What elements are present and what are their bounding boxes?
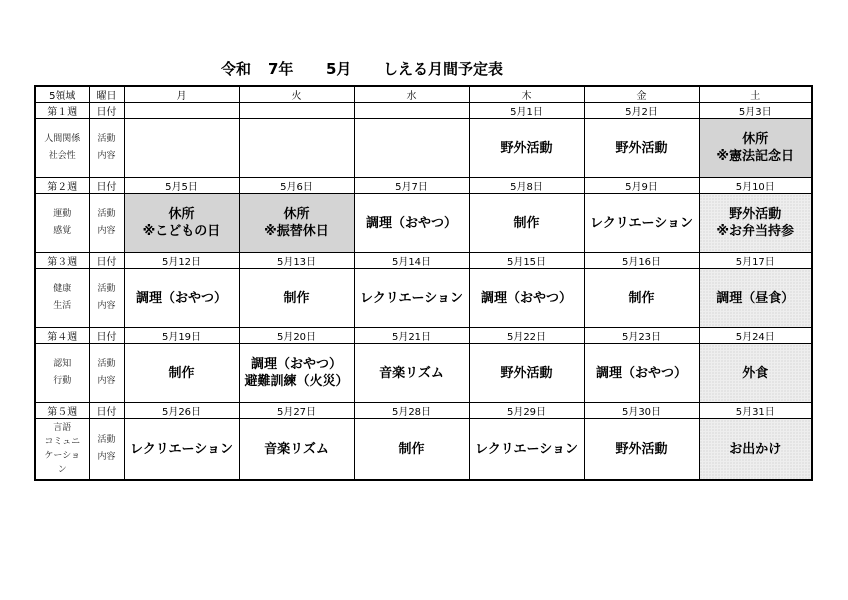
activity-cell-tue — [239, 119, 354, 178]
week-label: 第２週 — [35, 178, 89, 194]
date-cell-fri: 5月30日 — [584, 403, 699, 419]
activity-line: レクリエーション — [130, 441, 233, 457]
day-header-mon: 月 — [124, 86, 239, 103]
activity-row — [35, 119, 812, 178]
activity-row — [35, 344, 812, 403]
weekday-header: 曜日 — [89, 86, 124, 103]
activity-label-line: 内容 — [97, 376, 116, 386]
activity-line: 調理（おやつ） — [250, 357, 342, 372]
activity-label-line: 内容 — [97, 452, 116, 462]
domain-label-line: 人間関係 — [44, 134, 81, 144]
date-label: 日付 — [89, 103, 124, 119]
activity-cell-tue — [239, 194, 354, 253]
activity-row — [35, 419, 812, 481]
date-cell-fri: 5月2日 — [584, 103, 699, 119]
date-cell-thu: 5月29日 — [469, 403, 584, 419]
activity-cell-wed — [354, 269, 469, 328]
activity-line: ※憲法記念日 — [716, 149, 795, 164]
activity-label — [89, 419, 124, 481]
activity-cell-thu — [469, 119, 584, 178]
activity-row — [35, 194, 812, 253]
date-cell-mon — [124, 103, 239, 119]
date-cell-mon: 5月19日 — [124, 328, 239, 344]
activity-line: 野外活動 — [500, 140, 553, 156]
title-era: 令和 — [221, 60, 252, 78]
activity-row — [35, 269, 812, 328]
domain-label-line: 行動 — [53, 376, 72, 386]
activity-line: レクリエーション — [590, 215, 693, 231]
activity-cell-tue — [239, 269, 354, 328]
activity-line: 調理（昼食） — [716, 290, 795, 306]
activity-label-line: 活動 — [97, 134, 116, 144]
domain-label-line: 運動 — [53, 209, 72, 219]
activity-cell-sat — [699, 419, 812, 481]
date-label: 日付 — [89, 403, 124, 419]
date-cell-wed: 5月7日 — [354, 178, 469, 194]
activity-cell-fri — [584, 119, 699, 178]
header-row — [35, 86, 812, 103]
domain-label — [35, 344, 89, 403]
domain-label — [35, 419, 89, 481]
date-cell-wed: 5月21日 — [354, 328, 469, 344]
date-cell-wed: 5月28日 — [354, 403, 469, 419]
date-cell-thu: 5月15日 — [469, 253, 584, 269]
date-label: 日付 — [89, 253, 124, 269]
activity-label-line: 活動 — [97, 435, 116, 445]
activity-line: 制作 — [168, 365, 195, 381]
domain-header: 5領域 — [35, 86, 89, 103]
activity-line: 制作 — [283, 290, 310, 306]
activity-cell-wed — [354, 119, 469, 178]
activity-line: 音楽リズム — [264, 441, 329, 457]
document-title — [0, 58, 848, 78]
activity-cell-thu — [469, 419, 584, 481]
activity-line: 野外活動 — [729, 207, 782, 222]
date-label: 日付 — [89, 328, 124, 344]
activity-label-line: 活動 — [97, 209, 116, 219]
activity-cell-sat — [699, 194, 812, 253]
activity-label-line: 活動 — [97, 359, 116, 369]
date-cell-mon: 5月5日 — [124, 178, 239, 194]
date-cell-sat: 5月17日 — [699, 253, 812, 269]
day-header-sat: 土 — [699, 86, 812, 103]
day-header-tue: 火 — [239, 86, 354, 103]
domain-label-line: 認知 — [53, 359, 72, 369]
day-header-fri: 金 — [584, 86, 699, 103]
activity-line: 野外活動 — [615, 140, 668, 156]
activity-line: レクリエーション — [360, 290, 463, 306]
date-cell-sat: 5月31日 — [699, 403, 812, 419]
activity-line: 避難訓練（火災） — [244, 374, 349, 389]
activity-cell-thu — [469, 344, 584, 403]
activity-cell-sat — [699, 119, 812, 178]
domain-label — [35, 119, 89, 178]
activity-cell-sat — [699, 344, 812, 403]
activity-cell-fri — [584, 419, 699, 481]
activity-line: レクリエーション — [475, 441, 578, 457]
activity-line: 休所 — [168, 207, 195, 222]
activity-cell-wed — [354, 194, 469, 253]
activity-cell-wed — [354, 344, 469, 403]
activity-cell-mon — [124, 269, 239, 328]
schedule-table — [34, 85, 813, 481]
activity-label — [89, 119, 124, 178]
date-label: 日付 — [89, 178, 124, 194]
activity-line: 音楽リズム — [379, 365, 444, 381]
date-cell-sat: 5月3日 — [699, 103, 812, 119]
date-cell-wed: 5月14日 — [354, 253, 469, 269]
week-date-row — [35, 403, 812, 419]
activity-label-line: 内容 — [97, 301, 116, 311]
domain-label-line: 社会性 — [48, 151, 76, 161]
domain-label-line: コミュニ — [44, 437, 81, 447]
activity-cell-sat — [699, 269, 812, 328]
date-cell-mon: 5月26日 — [124, 403, 239, 419]
activity-cell-tue — [239, 344, 354, 403]
activity-line: ※お弁当持参 — [716, 224, 795, 239]
date-cell-wed — [354, 103, 469, 119]
week-label: 第５週 — [35, 403, 89, 419]
domain-label-line: ケーショ — [44, 451, 81, 461]
date-cell-tue: 5月27日 — [239, 403, 354, 419]
date-cell-thu: 5月1日 — [469, 103, 584, 119]
date-cell-tue: 5月6日 — [239, 178, 354, 194]
week-date-row — [35, 253, 812, 269]
activity-line: 調理（おやつ） — [595, 365, 687, 381]
date-cell-sat: 5月10日 — [699, 178, 812, 194]
date-cell-fri: 5月23日 — [584, 328, 699, 344]
domain-label-line: 感覚 — [53, 226, 72, 236]
activity-line: 外食 — [742, 365, 769, 381]
activity-line: 調理（おやつ） — [365, 215, 457, 231]
activity-line: 休所 — [283, 207, 310, 222]
date-cell-tue: 5月20日 — [239, 328, 354, 344]
title-year: 7年 — [268, 60, 294, 78]
activity-line: 野外活動 — [500, 365, 553, 381]
date-cell-sat: 5月24日 — [699, 328, 812, 344]
activity-cell-fri — [584, 344, 699, 403]
activity-cell-mon — [124, 119, 239, 178]
date-cell-fri: 5月9日 — [584, 178, 699, 194]
activity-cell-thu — [469, 269, 584, 328]
activity-line: 制作 — [513, 215, 540, 231]
activity-cell-tue — [239, 419, 354, 481]
domain-label — [35, 194, 89, 253]
activity-cell-wed — [354, 419, 469, 481]
activity-label-line: 内容 — [97, 151, 116, 161]
date-cell-thu: 5月8日 — [469, 178, 584, 194]
day-header-wed: 水 — [354, 86, 469, 103]
domain-label-line: 健康 — [53, 284, 72, 294]
date-cell-tue — [239, 103, 354, 119]
week-label: 第４週 — [35, 328, 89, 344]
activity-line: ※こどもの日 — [142, 224, 221, 239]
date-cell-thu: 5月22日 — [469, 328, 584, 344]
domain-label-line: ン — [57, 465, 67, 475]
activity-label — [89, 269, 124, 328]
week-date-row — [35, 328, 812, 344]
domain-label-line: 言語 — [53, 423, 72, 433]
domain-label — [35, 269, 89, 328]
title-month: 5月 — [326, 60, 352, 78]
activity-line: 調理（おやつ） — [480, 290, 572, 306]
activity-line: 休所 — [742, 132, 769, 147]
activity-line: ※振替休日 — [264, 224, 329, 239]
week-label: 第１週 — [35, 103, 89, 119]
activity-cell-fri — [584, 194, 699, 253]
activity-cell-thu — [469, 194, 584, 253]
week-date-row — [35, 103, 812, 119]
activity-line: お出かけ — [729, 441, 782, 457]
activity-label-line: 内容 — [97, 226, 116, 236]
title-name: しえる月間予定表 — [383, 60, 504, 78]
activity-line: 調理（おやつ） — [135, 290, 227, 306]
activity-cell-fri — [584, 269, 699, 328]
activity-line: 制作 — [398, 441, 425, 457]
activity-cell-mon — [124, 344, 239, 403]
activity-label-line: 活動 — [97, 284, 116, 294]
activity-label — [89, 194, 124, 253]
activity-line: 制作 — [628, 290, 655, 306]
date-cell-mon: 5月12日 — [124, 253, 239, 269]
activity-line: 野外活動 — [615, 441, 668, 457]
domain-label-line: 生活 — [53, 301, 72, 311]
activity-cell-mon — [124, 194, 239, 253]
day-header-thu: 木 — [469, 86, 584, 103]
date-cell-fri: 5月16日 — [584, 253, 699, 269]
week-date-row — [35, 178, 812, 194]
activity-cell-mon — [124, 419, 239, 481]
date-cell-tue: 5月13日 — [239, 253, 354, 269]
week-label: 第３週 — [35, 253, 89, 269]
activity-label — [89, 344, 124, 403]
